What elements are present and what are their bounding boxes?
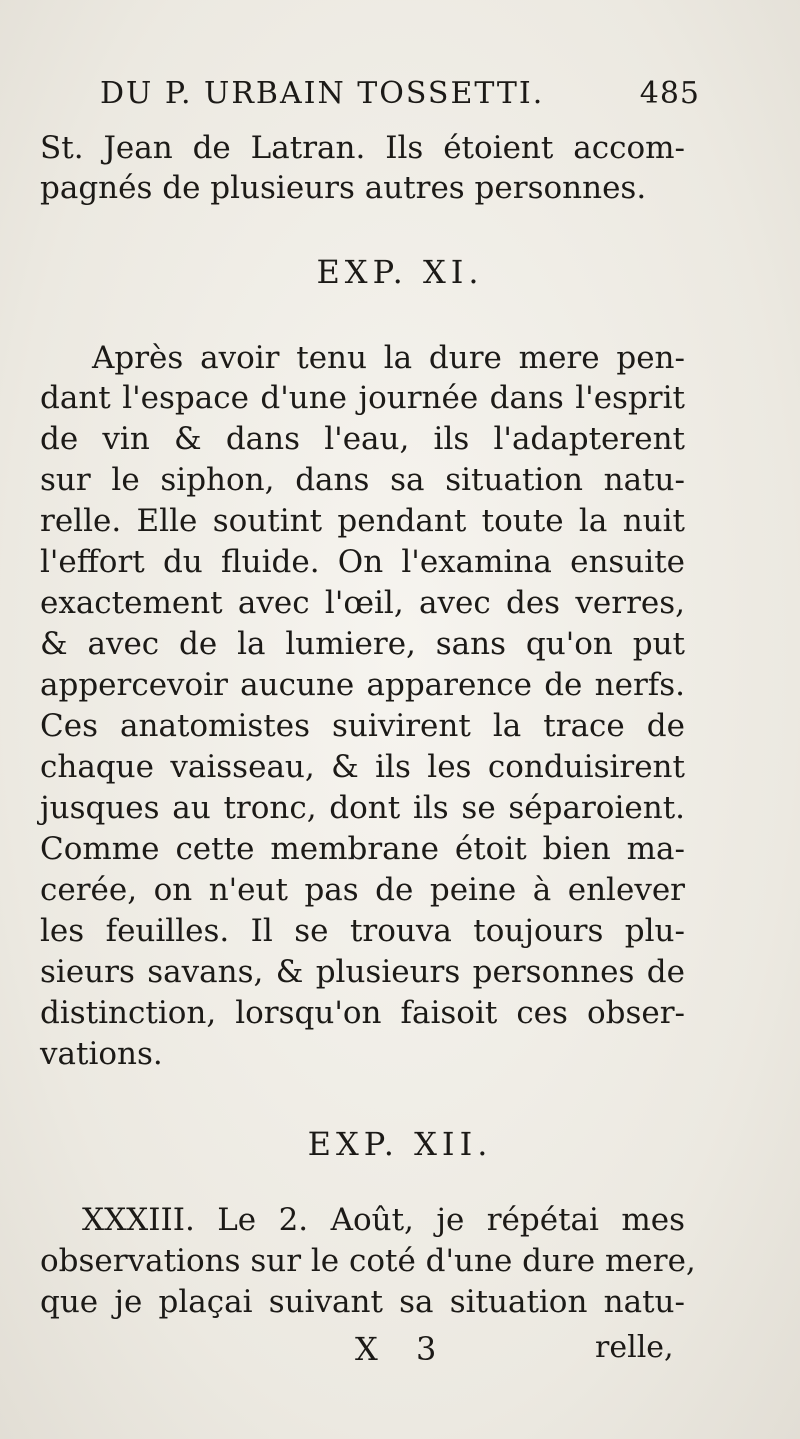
text-line: dant l'espace d'une journée dans l'esprit <box>40 380 685 416</box>
text-line: relle. Elle soutint pendant toute la nuit <box>40 503 685 539</box>
text-line: Après avoir tenu la dure mere pen- <box>92 340 685 376</box>
text-line: pagnés de plusieurs autres personnes. <box>40 170 647 206</box>
text-line: l'effort du fluide. On l'examina ensuite <box>40 544 685 580</box>
text-line: St. Jean de Latran. Ils étoient accom- <box>40 130 685 166</box>
text-line: appercevoir aucune apparence de nerfs. <box>40 667 685 703</box>
text-line: les feuilles. Il se trouva toujours plu- <box>40 913 685 949</box>
text-line: distinction, lorsqu'on faisoit ces obser- <box>40 995 685 1031</box>
text-line: chaque vaisseau, & ils les conduisirent <box>40 749 685 785</box>
text-line: sieurs savans, & plusieurs personnes de <box>40 954 685 990</box>
text-line: XXXIII. Le 2. Août, je répétai mes <box>82 1202 685 1238</box>
text-line: cerée, on n'eut pas de peine à enlever <box>40 872 685 908</box>
text-line: sur le siphon, dans sa situation natu- <box>40 462 685 498</box>
section-heading-xi: EXP. XI. <box>316 253 484 291</box>
running-head: DU P. URBAIN TOSSETTI. <box>100 76 545 111</box>
page-number: 485 <box>639 76 700 111</box>
text-line: de vin & dans l'eau, ils l'adapterent <box>40 421 685 457</box>
text-line: exactement avec l'œil, avec des verres, <box>40 585 685 621</box>
text-line: jusques au tronc, dont ils se séparoient. <box>40 790 685 826</box>
page-header <box>100 68 700 118</box>
text-line: que je plaçai suivant sa situation natu- <box>40 1284 685 1320</box>
text-line: vations. <box>40 1036 163 1072</box>
section-heading-xii: EXP. XII. <box>307 1125 493 1163</box>
signature-mark: X 3 <box>355 1330 451 1368</box>
text-line: observations sur le coté d'une dure mere, <box>40 1243 696 1279</box>
text-line: Comme cette membrane étoit bien ma- <box>40 831 685 867</box>
catchword: relle, <box>595 1330 674 1365</box>
text-line: & avec de la lumiere, sans qu'on put <box>40 626 685 662</box>
text-line: Ces anatomistes suivirent la trace de <box>40 708 685 744</box>
